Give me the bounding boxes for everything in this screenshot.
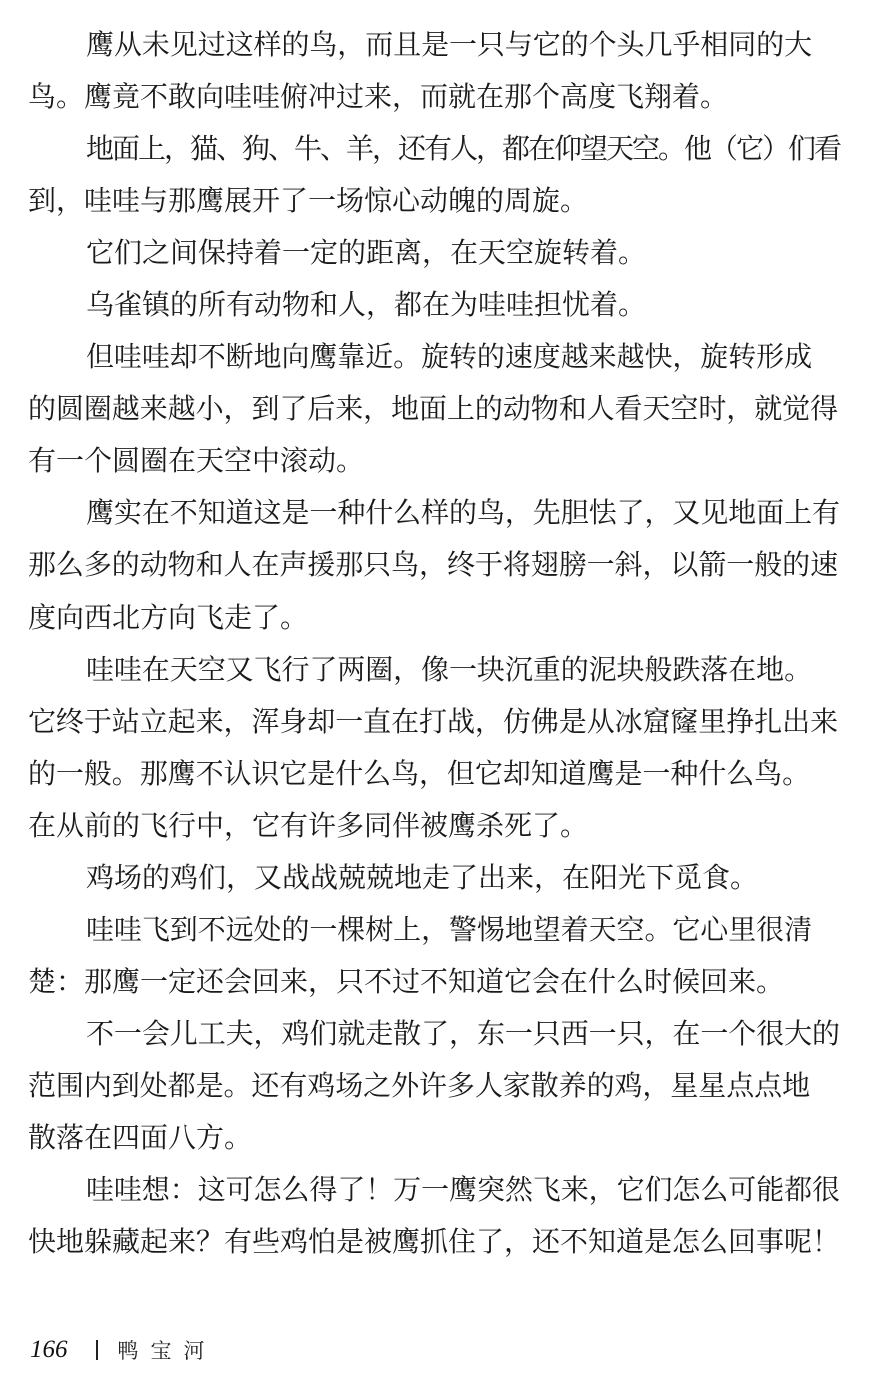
text-line xyxy=(28,696,842,748)
text-line-content: 楚：那鹰一定还会回来，只不过不知道它会在什么时候回来。 xyxy=(28,964,785,998)
text-line xyxy=(28,956,842,1008)
text-line-content: 快地躲藏起来？有些鸡怕是被鹰抓住了，还不知道是怎么回事呢！ xyxy=(28,1225,841,1259)
paragraph xyxy=(28,331,842,487)
text-line xyxy=(28,1008,842,1060)
text-line-content: 乌雀镇的所有动物和人，都在为哇哇担忧着。 xyxy=(86,288,647,322)
text-line-content: 它们之间保持着一定的距离，在天空旋转着。 xyxy=(86,236,647,270)
paragraph xyxy=(28,1008,842,1164)
text-line-content: 鹰从未见过这样的鸟，而且是一只与它的个头几乎相同的大 xyxy=(86,28,813,61)
text-line-content: 哇哇想：这可怎么得了！万一鹰突然飞来，它们怎么可能都很 xyxy=(86,1173,840,1207)
text-line-content: 不一会儿工夫，鸡们就走散了，东一只西一只，在一个很大的 xyxy=(86,1016,840,1050)
text-line-content: 但哇哇却不断地向鹰靠近。旋转的速度越来越快，旋转形成 xyxy=(86,340,813,374)
text-line xyxy=(28,279,842,331)
text-line-content: 那么多的动物和人在声援那只鸟，终于将翅膀一斜，以箭一般的速 xyxy=(28,548,839,582)
paragraph xyxy=(28,1164,842,1268)
page-footer xyxy=(30,1332,217,1368)
paragraph xyxy=(28,852,842,904)
page-number: 166 xyxy=(30,1336,68,1363)
text-line xyxy=(28,1060,842,1112)
text-line-content: 到，哇哇与那鹰展开了一场惊心动魄的周旋。 xyxy=(28,184,589,218)
paragraph xyxy=(28,644,842,852)
text-line-content: 散落在四面八方。 xyxy=(28,1120,253,1154)
text-line xyxy=(28,331,842,383)
text-line-content: 度向西北方向飞走了。 xyxy=(28,600,309,634)
book-title: 鸭宝河 xyxy=(117,1339,217,1363)
text-line xyxy=(28,1164,842,1216)
text-line xyxy=(28,435,842,487)
text-line xyxy=(28,71,842,123)
paragraph xyxy=(28,487,842,643)
paragraph xyxy=(28,279,842,331)
text-line-content: 鸡场的鸡们，又战战兢兢地走了出来，在阳光下觅食。 xyxy=(86,860,759,894)
text-line-content: 哇哇飞到不远处的一棵树上，警惕地望着天空。它心里很清 xyxy=(86,912,813,946)
text-line xyxy=(28,1216,842,1268)
text-line-content: 有一个圆圈在天空中滚动。 xyxy=(28,444,365,478)
text-line xyxy=(28,123,842,175)
text-line xyxy=(28,175,842,227)
text-line xyxy=(28,800,842,852)
paragraph xyxy=(28,19,842,123)
text-line-content: 鸟。鹰竟不敢向哇哇俯冲过来，而就在那个高度飞翔着。 xyxy=(28,80,729,114)
text-line xyxy=(28,487,842,539)
text-line-content: 的一般。那鹰不认识它是什么鸟，但它却知道鹰是一种什么鸟。 xyxy=(28,756,811,790)
footer-separator xyxy=(96,1340,98,1360)
text-line-content: 地面上，猫、狗、牛、羊，还有人，都在仰望天空。他（它）们看 xyxy=(86,132,840,166)
paragraph xyxy=(28,123,842,227)
text-line xyxy=(28,19,842,71)
text-line xyxy=(28,539,842,591)
text-line xyxy=(28,227,842,279)
paragraph xyxy=(28,904,842,1008)
text-line xyxy=(28,592,842,644)
body-text xyxy=(28,19,842,1268)
text-line xyxy=(28,748,842,800)
text-line-content: 范围内到处都是。还有鸡场之外许多人家散养的鸡，星星点点地 xyxy=(28,1068,811,1102)
text-line xyxy=(28,904,842,956)
text-line-content: 的圆圈越来越小，到了后来，地面上的动物和人看天空时，就觉得 xyxy=(28,392,839,426)
text-line-content: 哇哇在天空又飞行了两圈，像一块沉重的泥块般跌落在地。 xyxy=(86,652,813,686)
text-line-content: 鹰实在不知道这是一种什么样的鸟，先胆怯了，又见地面上有 xyxy=(86,496,840,530)
text-line xyxy=(28,852,842,904)
text-line xyxy=(28,644,842,696)
text-line xyxy=(28,1112,842,1164)
paragraph xyxy=(28,227,842,279)
text-line xyxy=(28,383,842,435)
text-line-content: 在从前的飞行中，它有许多同伴被鹰杀死了。 xyxy=(28,808,589,842)
text-line-content: 它终于站立起来，浑身却一直在打战，仿佛是从冰窟窿里挣扎出来 xyxy=(28,704,839,738)
